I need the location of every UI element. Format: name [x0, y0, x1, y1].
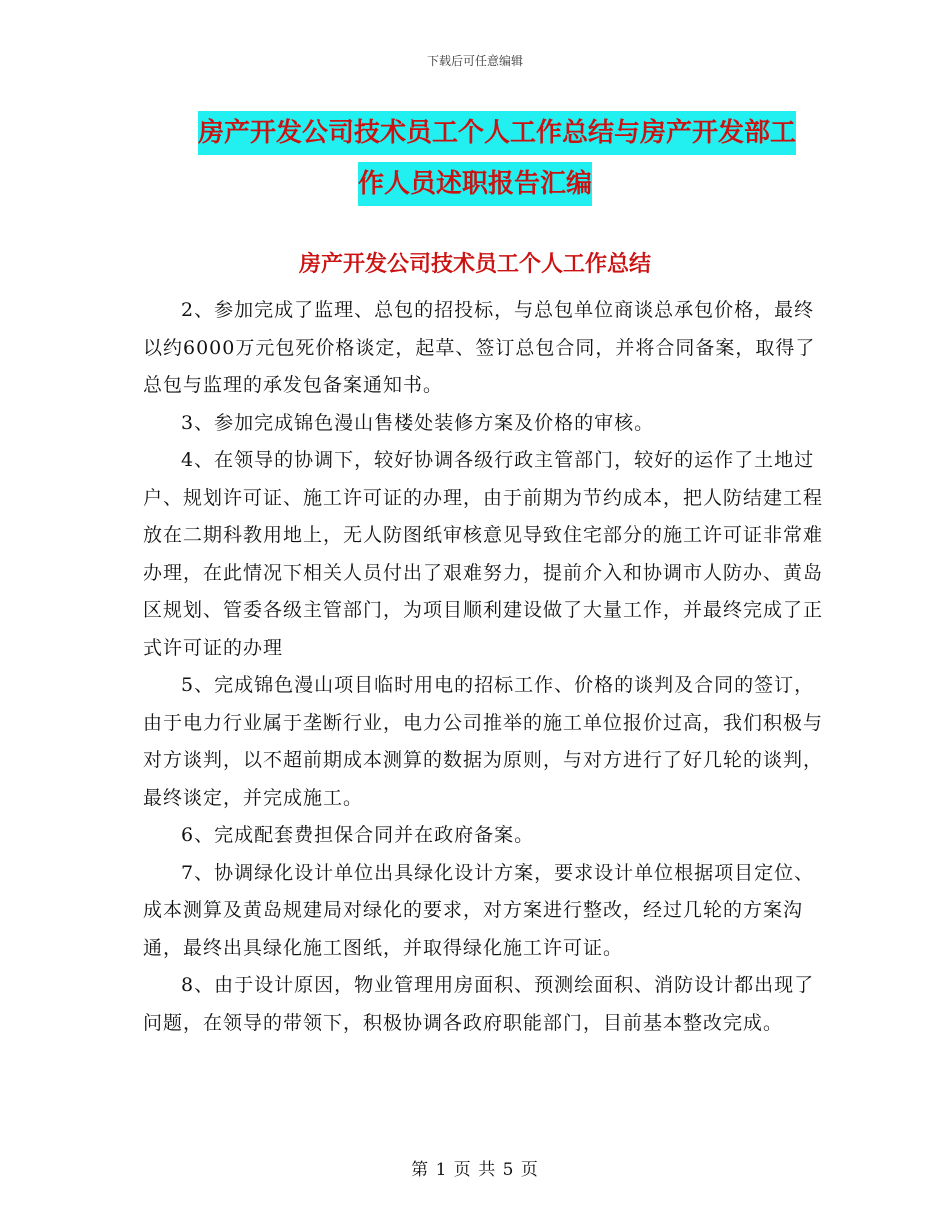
document-title	[0, 110, 950, 207]
document-body	[143, 292, 823, 1042]
section-title: 房产开发公司技术员工个人工作总结	[298, 252, 651, 277]
paragraph: 7、协调绿化设计单位出具绿化设计方案，要求设计单位根据项目定位、成本测算及黄岛规建局对绿化的要求，对方案进行整改，经过几轮的方案沟通，最终出具绿化施工图纸，并取得绿化施工许可证。	[143, 861, 815, 959]
paragraph: 6、完成配套费担保合同并在政府备案。	[181, 824, 535, 846]
paragraph: 4、在领导的协调下，较好协调各级行政主管部门，较好的运作了土地过户、规划许可证、施工许可证的办理，由于前期为节约成本，把人防结建工程放在二期科教用地上，无人防图纸审核意见导致住宅部分的施工许可证非常难办理，在此情况下相关人员付出了艰难努力，提前介入和协调市人防办、黄岛区规划、管委各级主管部门，为项目顺利建设做了大量工作，并最终完成了正式许可证的办理	[143, 449, 824, 659]
paragraph: 3、参加完成锦色漫山售楼处装修方案及价格的审核。	[181, 411, 655, 434]
paragraph: 5、完成锦色漫山项目临时用电的招标工作、价格的谈判及合同的签订，由于电力行业属于垄断行业，电力公司推举的施工单位报价过高，我们积极与对方谈判，以不超前期成本测算的数据为原则，与对方进行了好几轮的谈判，最终谈定，并完成施工。	[143, 674, 824, 809]
header-note: 下载后可任意编辑	[426, 54, 523, 68]
paragraph: 2、参加完成了监理、总包的招投标，与总包单位商谈总承包价格，最终以约6000万元包死价格谈定，起草、签订总包合同，并将合同备案，取得了总包与监理的承发包备案通知书。	[143, 299, 816, 396]
paragraph: 8、由于设计原因，物业管理用房面积、预测绘面积、消防设计都出现了问题，在领导的带领下，积极协调各政府职能部门，目前基本整改完成。	[143, 974, 815, 1034]
page-number-footer: 第 1 页 共 5 页	[411, 1160, 539, 1180]
title-line-2: 作人员述职报告汇编	[358, 162, 592, 206]
title-line-1: 房产开发公司技术员工个人工作总结与房产开发部工	[198, 111, 796, 155]
